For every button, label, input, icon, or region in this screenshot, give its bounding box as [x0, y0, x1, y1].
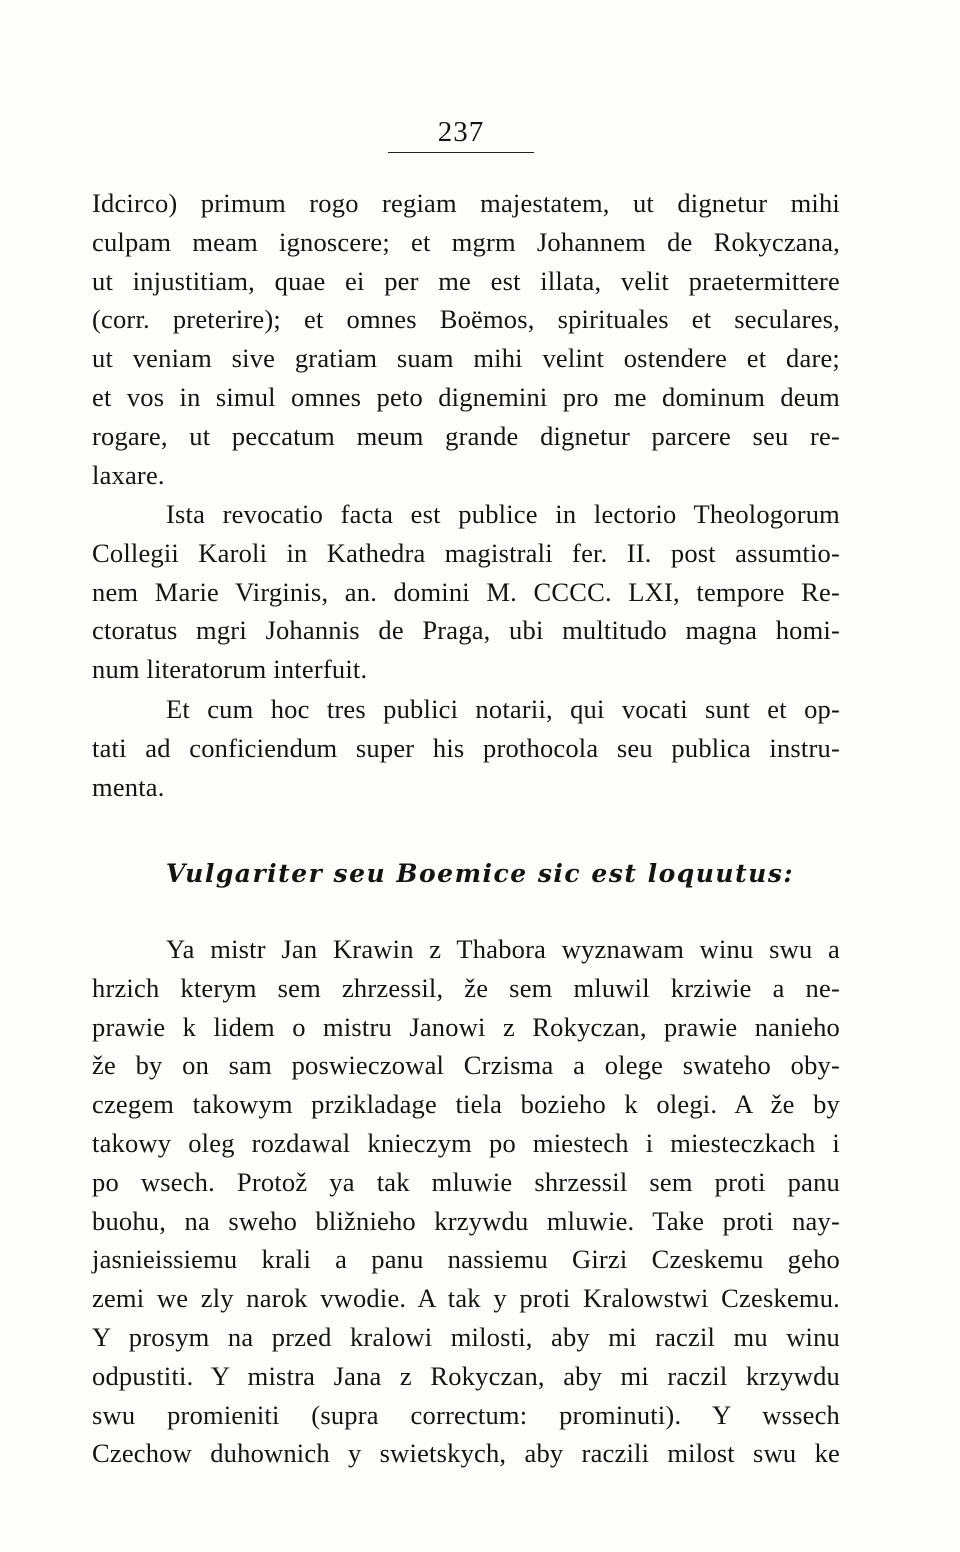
text-line: zemi we zly narok vwodie. A tak y proti Kralowstwi Czeskemu. [92, 1283, 840, 1314]
text-line: Czechow duhownich y swietskych, aby raczili milost swu ke [92, 1438, 840, 1469]
text-line: prawie k lidem o mistru Janowi z Rokyczan, prawie nanieho [92, 1011, 840, 1042]
text-line: Collegii Karoli in Kathedra magistrali fer. II. post assumtio- [92, 537, 840, 568]
text-line: ut veniam sive gratiam suam mihi velint ostendere et dare; [92, 343, 840, 374]
text-line: po wsech. Protož ya tak mluwie shrzessil sem proti panu [92, 1166, 840, 1197]
text-line: laxare. [92, 459, 165, 490]
text-line: jasnieissiemu krali a panu nassiemu Girzi Czeskemu geho [92, 1244, 840, 1275]
text-line: Ya mistr Jan Krawin z Thabora wyznawam winu swu a [166, 934, 840, 964]
paragraph-revocation [92, 184, 840, 494]
text-line: že by on sam poswieczowal Crzisma a olege swateho oby- [92, 1050, 840, 1081]
header-rule [388, 152, 534, 153]
text-line: et vos in simul omnes peto dignemini pro me dominum deum [92, 381, 840, 412]
paragraph-czech-confession [92, 930, 840, 1473]
text-line: rogare, ut peccatum meum grande dignetur parcere seu re- [92, 420, 840, 451]
paragraph-notaries [92, 690, 840, 806]
text-line: ctoratus mgri Johannis de Praga, ubi multitudo magna homi- [92, 615, 840, 646]
text-line: (corr. preterire); et omnes Boëmos, spirituales et seculares, [92, 304, 840, 335]
text-line: num literatorum interfuit. [92, 654, 368, 685]
text-line: Idcirco) primum rogo regiam majestatem, ut dignetur mihi [92, 188, 840, 218]
text-line: Ista revocatio facta est publice in lectorio Theologorum [166, 499, 840, 529]
text-line: menta. [92, 771, 165, 802]
text-line: hrzich kterym sem zhrzessil, že sem mluwil krziwie a ne- [92, 972, 840, 1003]
text-line: czegem takowym przikladage tiela bozieho k olegi. A že by [92, 1089, 840, 1120]
text-line: ut injustitiam, quae ei per me est illata, velit praetermittere [92, 265, 840, 296]
text-line: Et cum hoc tres publici notarii, qui vocati sunt et op- [166, 694, 840, 724]
paragraph-location [92, 495, 840, 689]
page-number: 237 [437, 116, 485, 148]
text-line: swu promieniti (supra correctum: prominuti). Y wssech [92, 1399, 840, 1430]
section-heading: Vulgariter seu Boemice sic est loquutus: [165, 859, 795, 888]
text-line: nem Marie Virginis, an. domini M. CCCC. LXI, tempore Re- [92, 576, 840, 607]
text-line: Y prosym na przed kralowi milosti, aby mi raczil mu winu [92, 1321, 840, 1352]
text-line: tati ad conficiendum super his prothocola seu publica instru- [92, 732, 840, 763]
text-line: odpustiti. Y mistra Jana z Rokyczan, aby mi raczil krzywdu [92, 1360, 840, 1391]
text-line: takowy oleg rozdawal knieczym po miestech i miesteczkach i [92, 1127, 840, 1158]
text-line: buohu, na sweho bližnieho krzywdu mluwie. Take proti nay- [92, 1205, 840, 1236]
text-line: culpam meam ignoscere; et mgrm Johannem de Rokyczana, [92, 226, 840, 257]
